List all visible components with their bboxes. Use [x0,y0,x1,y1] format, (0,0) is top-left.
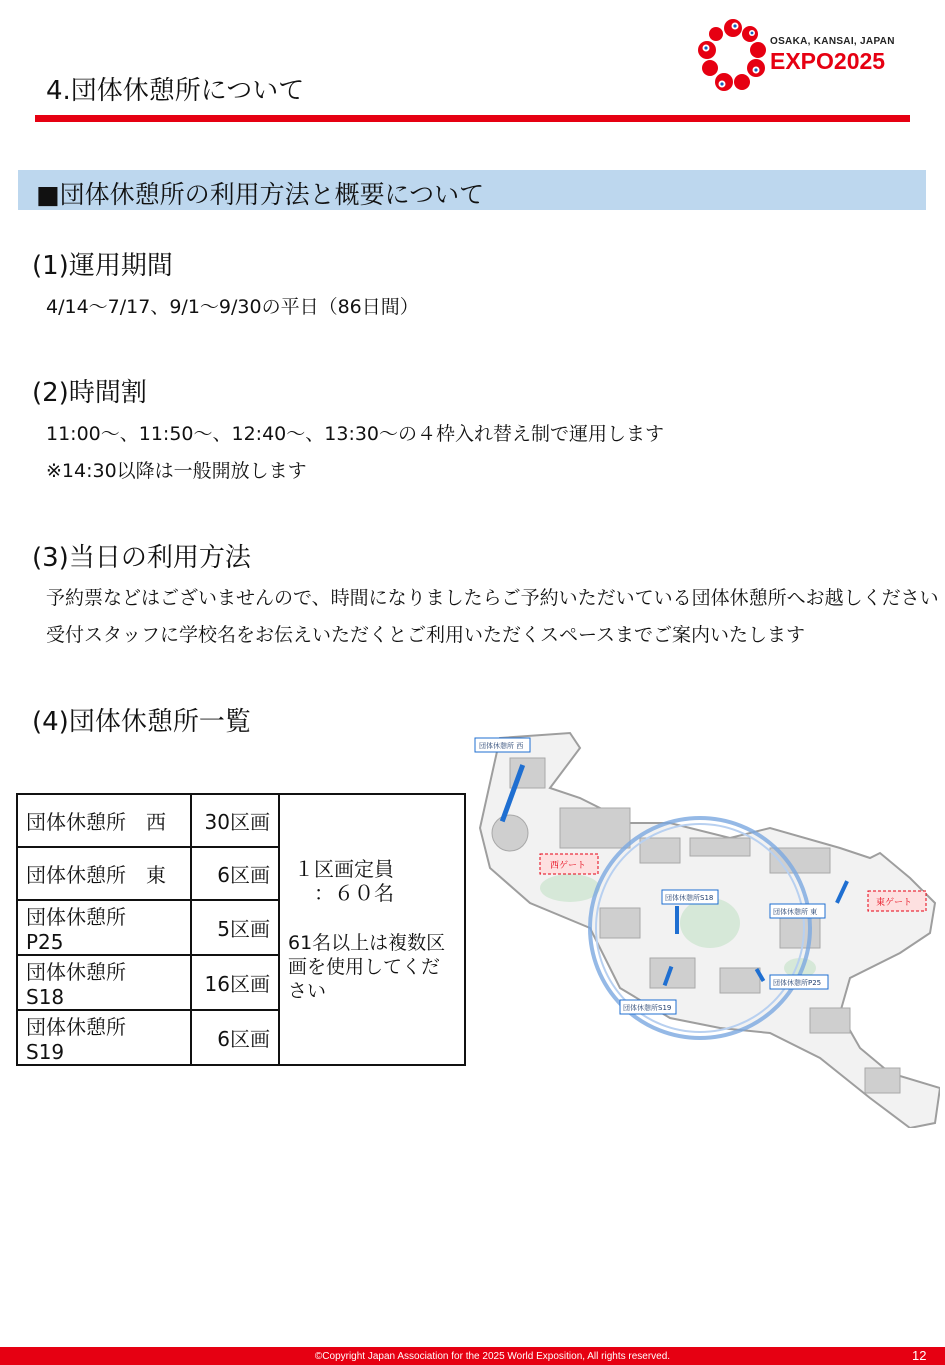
rest-area-name: 団体休憩所 S18 [17,955,191,1010]
logo-wordmark: EXPO2025 [770,48,886,74]
timetable-text: 11:00～、11:50～、12:40～、13:30～の４枠入れ替え制で運用します [46,423,665,445]
usage-text-2: 受付スタッフに学校名をお伝えいただくとご利用いただくスペースまでご案内いたします [46,624,806,646]
heading-operation-period: (1)運用期間 [32,251,173,281]
page-title: 4.団体休憩所について [46,76,305,106]
rest-area-table [16,793,466,1066]
map-label-west: 団体休憩所 西 [479,742,524,750]
rest-area-count: 5区画 [191,900,279,955]
section-title: ■団体休憩所の利用方法と概要について [36,180,485,209]
map-label-east: 団体休憩所 東 [773,908,818,916]
timetable-note: ※14:30以降は一般開放します [46,460,307,482]
rest-area-name: 団体休憩所 西 [17,794,191,847]
heading-list: (4)団体休憩所一覧 [32,707,251,737]
rest-area-count: 16区画 [191,955,279,1010]
rest-area-count: 6区画 [191,1010,279,1065]
table-row [17,794,465,847]
map-label-s19: 団体休憩所S19 [623,1004,672,1012]
expo-logo [698,14,908,98]
capacity-note-line3: 61名以上は複数区画を使用してください [288,932,446,1002]
title-divider [35,115,910,122]
capacity-note-line1: １区画定員 [294,857,394,881]
rest-area-count: 30区画 [191,794,279,847]
map-gate-east: 東ゲート [876,898,913,908]
map-label-p25: 団体休憩所P25 [773,979,822,987]
operation-period-text: 4/14～7/17、9/1～9/30の平日（86日間） [46,296,419,318]
capacity-note-line2: ：６０名 [294,881,394,905]
rest-area-count: 6区画 [191,847,279,900]
heading-usage: (3)当日の利用方法 [32,543,251,573]
heading-timetable: (2)時間割 [32,378,147,408]
usage-text-1: 予約票などはございませんので、時間になりましたらご予約いただいている団体休憩所へお越しください [46,587,939,609]
map-label-s18: 団体休憩所S18 [665,894,714,902]
rest-area-name: 団体休憩所 S19 [17,1010,191,1065]
logo-location: OSAKA, KANSAI, JAPAN [770,36,895,47]
venue-map [470,728,940,1128]
rest-area-name: 団体休憩所 P25 [17,900,191,955]
expo-logo-icon [698,14,768,98]
page-number: 12 [912,1348,927,1363]
capacity-note [279,794,465,1065]
map-gate-west: 西ゲート [550,861,587,871]
copyright-text: ©Copyright Japan Association for the 2025 World Exposition, All rights reserved. [314,1351,671,1362]
rest-area-name: 団体休憩所 東 [17,847,191,900]
